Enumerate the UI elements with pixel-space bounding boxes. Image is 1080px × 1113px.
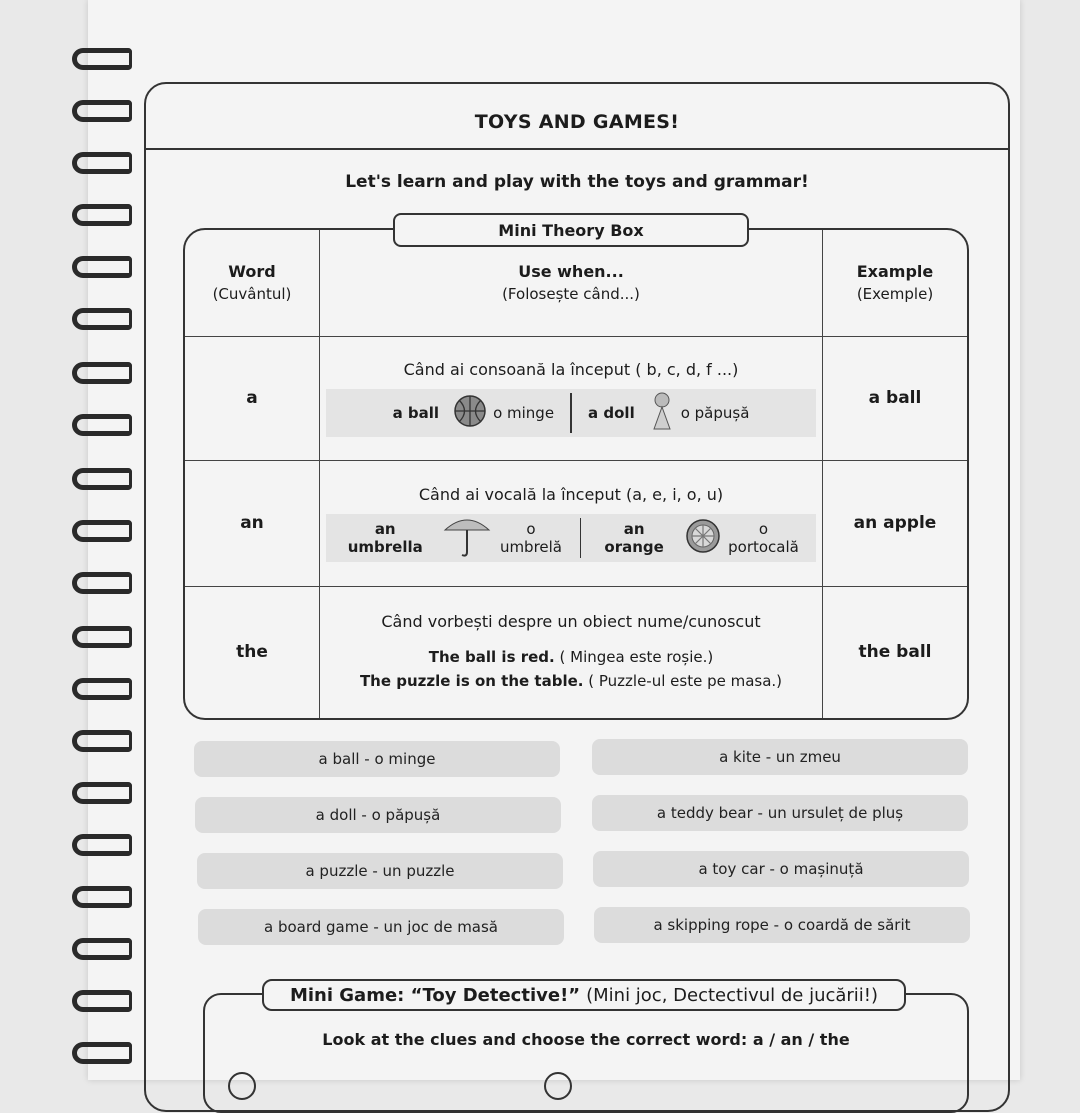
mini-game-box [203,993,969,1113]
row-word: a [185,336,320,460]
table-row [185,336,967,460]
header-use: Use when... (Folosește când...) [320,230,823,336]
theory-box-label: Mini Theory Box [393,213,749,247]
row-rule-cell [320,460,823,586]
orange-icon [685,518,721,558]
mini-game-title-ro: (Mini joc, Dectectivul de jucării!) [586,984,879,1006]
mini-game-title [262,979,906,1011]
pair-en: an umbrella [347,519,423,556]
example-pairs [326,389,816,437]
pair-en: an orange [604,519,664,556]
example-pairs [326,514,816,562]
row-rule: Când ai vocală la început (a, e, i, o, u) [418,484,724,504]
header-example: Example (Exemple) [823,230,968,336]
pair-ro: o umbrelă [499,519,563,556]
page-title: TOYS AND GAMES! [146,96,1008,150]
row-word: an [185,460,320,586]
table-row [185,586,967,718]
umbrella-icon [442,514,492,562]
pair-ro: o păpușă [680,403,750,422]
vocab-item: a skipping rope - o coardă de sărit [594,907,970,943]
row-rule-cell [320,586,823,718]
theory-table [185,230,967,718]
row-example: an apple [823,460,968,586]
example-sentence: The ball is red. ( Mingea este roșie.) [428,647,714,666]
pair-ro: o minge [493,403,555,422]
vocab-item: a doll - o păpușă [195,797,561,833]
vocab-item: a teddy bear - un ursuleț de pluș [592,795,968,831]
vocab-item: a toy car - o mașinuță [593,851,969,887]
theory-box [183,228,969,720]
row-rule: Când vorbești despre un obiect nume/cunoscut [381,611,761,631]
vocab-item: a board game - un joc de masă [198,909,564,945]
pair-en: a ball [392,403,440,422]
spiral-binding [72,40,142,1080]
mini-game-instruction: Look at the clues and choose the correct word: a / an / the [322,1030,850,1049]
row-word: the [185,586,320,718]
basketball-icon [453,394,487,432]
vocab-item: a kite - un zmeu [592,739,968,775]
mini-game-title-en: Mini Game: “Toy Detective!” [289,984,581,1006]
clue-circle [228,1072,256,1100]
header-word: Word (Cuvântul) [185,230,320,336]
vocab-item: a ball - o minge [194,741,560,777]
pair-ro: o portocală [728,519,799,556]
clue-circle [544,1072,572,1100]
row-example: the ball [823,586,968,718]
table-row [185,460,967,586]
row-example: a ball [823,336,968,460]
page-subtitle: Let's learn and play with the toys and grammar! [345,172,809,192]
vocab-item: a puzzle - un puzzle [197,853,563,889]
doll-icon [649,391,675,435]
pair-en: a doll [588,403,635,422]
row-rule: Când ai consoană la început ( b, c, d, f ...) [403,359,739,379]
row-rule-cell [320,336,823,460]
example-sentence: The puzzle is on the table. ( Puzzle-ul este pe masa.) [359,671,783,690]
